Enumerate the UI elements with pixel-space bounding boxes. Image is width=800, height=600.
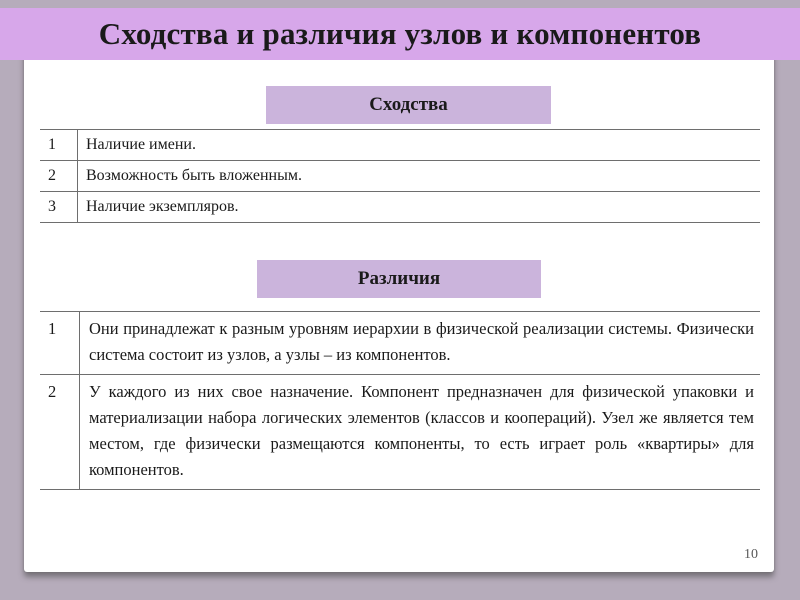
page-number: 10 [744,547,758,562]
differences-table [40,311,760,490]
slide-title: Сходства и различия узлов и компонентов [98,16,702,51]
row-number: 2 [40,161,78,192]
row-text: Наличие экземпляров. [78,192,761,223]
row-text: Наличие имени. [78,130,761,161]
differences-label: Различия [257,260,541,298]
similarities-table [40,129,760,223]
table-row [40,130,760,161]
row-number: 3 [40,192,78,223]
row-number: 1 [40,312,80,375]
row-number: 2 [40,375,80,490]
row-text: Возможность быть вложенным. [78,161,761,192]
table-row [40,161,760,192]
table-row [40,192,760,223]
row-number: 1 [40,130,78,161]
row-text: Они принадлежат к разным уровням иерархии в физической реализации системы. Физически система состоит из узлов, а узлы – из компонентов. [80,312,761,375]
row-text: У каждого из них свое назначение. Компонент предназначен для физической упаковки и материализации набора логических элементов (классов и коопераций). Узел же является тем местом, где физически размещаются компоненты, то есть играет роль «квартиры» для компонентов. [80,375,761,490]
table-row [40,375,760,490]
table-row [40,312,760,375]
title-bar [0,8,800,60]
similarities-label: Сходства [266,86,551,124]
